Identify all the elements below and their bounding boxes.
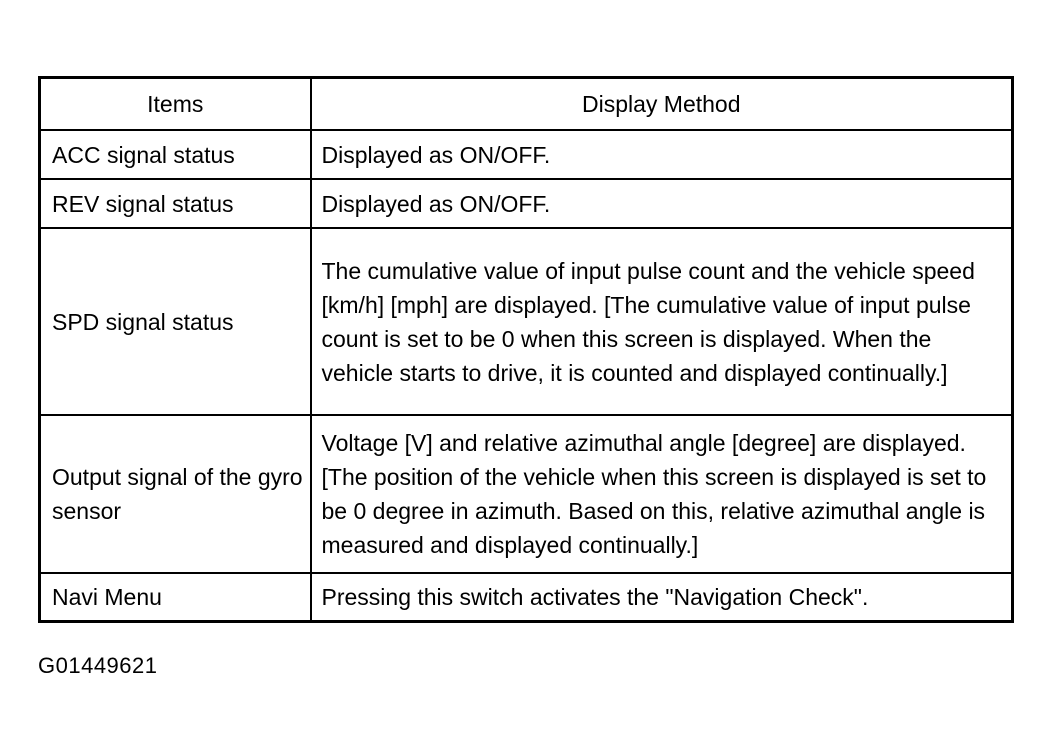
method-cell: The cumulative value of input pulse count and the vehicle speed [km/h] [mph] are displayed. [The cumulative value of input pulse count is set to be 0 when this screen is displayed. When the vehicle starts to drive, it is counted and displayed continually.] <box>311 228 1013 415</box>
item-cell: ACC signal status <box>40 130 311 179</box>
header-items: Items <box>40 78 311 131</box>
header-display-method: Display Method <box>311 78 1013 131</box>
method-cell: Voltage [V] and relative azimuthal angle [degree] are displayed. [The position of the vehicle when this screen is displayed is set to be 0 degree in azimuth. Based on this, relative azimuthal angle is measured and displayed continually.] <box>311 415 1013 573</box>
table-row-navi-menu <box>40 573 1013 622</box>
table-row-spd <box>40 228 1013 415</box>
display-method-table <box>38 76 1014 623</box>
table-row-gyro <box>40 415 1013 573</box>
method-cell: Displayed as ON/OFF. <box>311 179 1013 228</box>
table-row-rev <box>40 179 1013 228</box>
item-cell: REV signal status <box>40 179 311 228</box>
item-cell: SPD signal status <box>40 228 311 415</box>
method-cell: Displayed as ON/OFF. <box>311 130 1013 179</box>
item-cell: Output signal of the gyro sensor <box>40 415 311 573</box>
figure-id: G01449621 <box>38 653 158 678</box>
table-header-row <box>40 78 1013 131</box>
item-cell: Navi Menu <box>40 573 311 622</box>
method-cell: Pressing this switch activates the "Navigation Check". <box>311 573 1013 622</box>
table-row-acc <box>40 130 1013 179</box>
